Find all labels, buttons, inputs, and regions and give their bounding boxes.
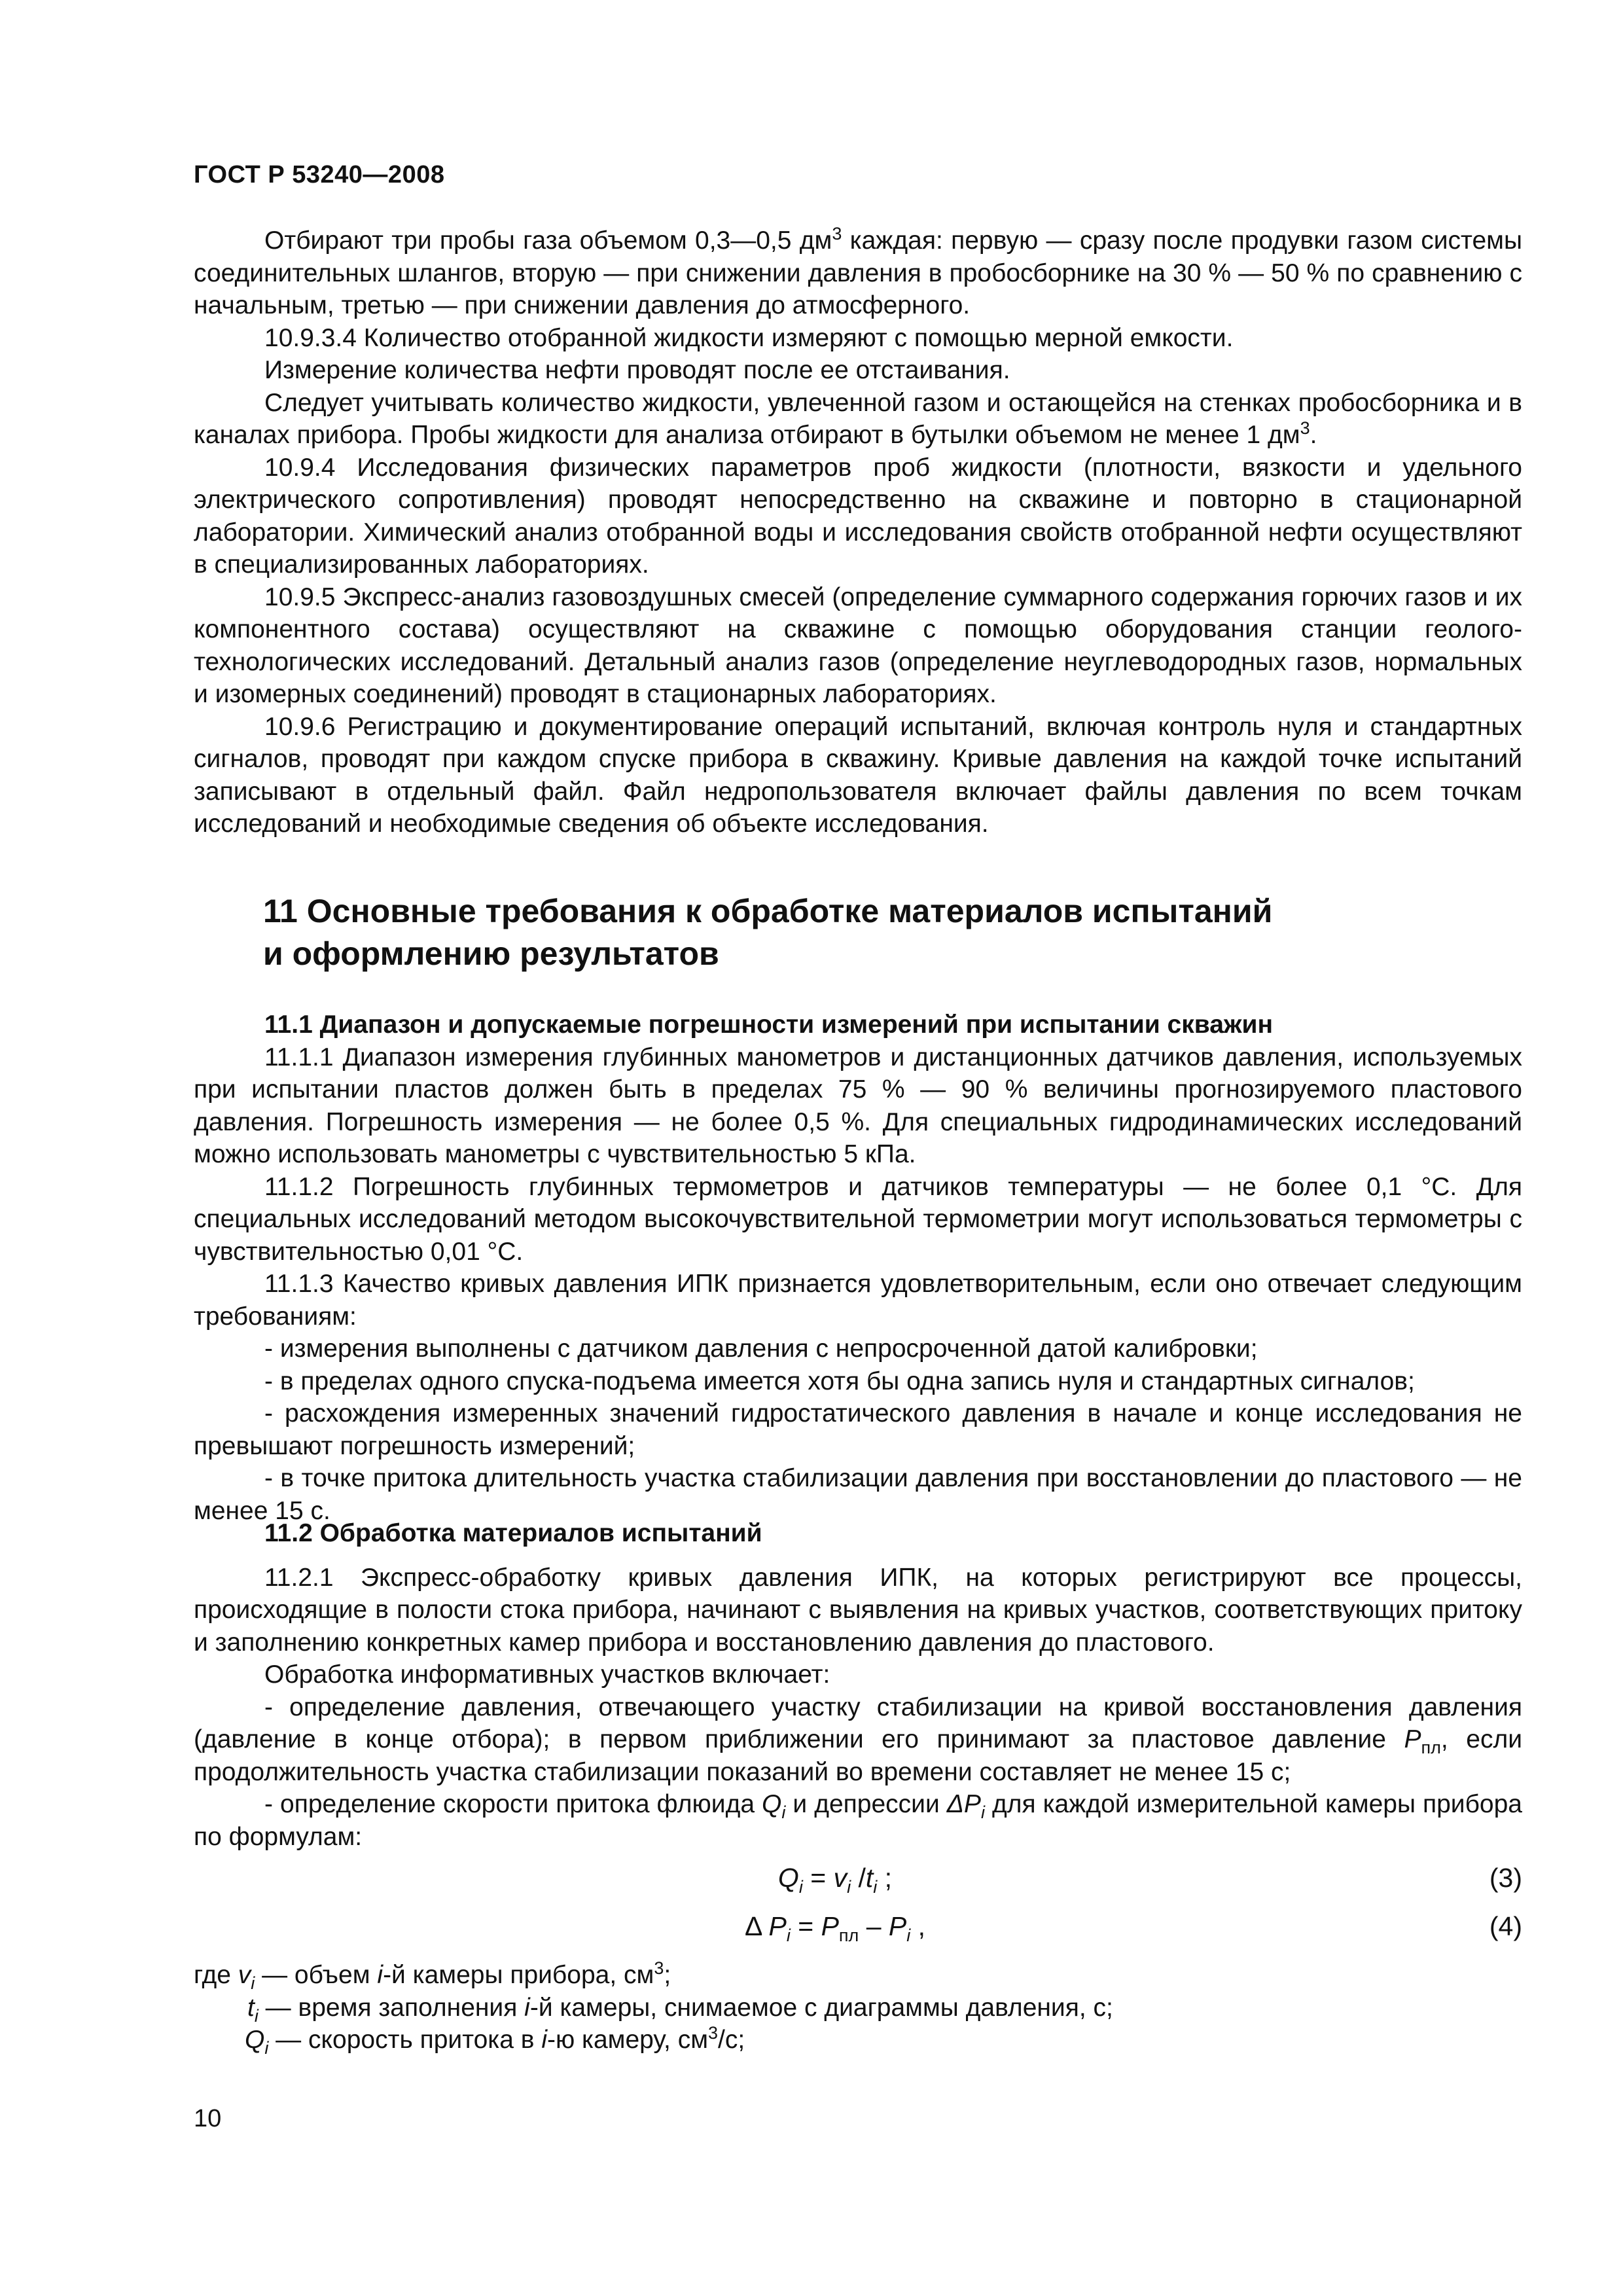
text: — объем [255,1961,378,1989]
operator: = [802,1863,834,1893]
paragraph-liquid-accounting [194,387,1522,452]
text: . [1310,421,1317,449]
paragraph-informative-sections: Обработка информативных участков включает: [264,1660,830,1689]
punctuation: ; [877,1863,893,1893]
subscript: i [798,1877,803,1897]
subscript: i [251,1973,255,1993]
where-line-2 [194,1992,1522,2024]
symbol: v [833,1863,847,1893]
symbol: Q [777,1863,799,1893]
paragraph-11-1-1: 11.1.1 Диапазон измерения глубинных манометров и дистанционных датчиков давления, используемых при испытании пластов должен быть в пределах 75 % — 90 % величины прогнозируемого пластового давления. Погрешность измерения — не более 0,5 %. Для специальных гидродинамических исследований можно использовать манометры с чувствительностью 5 кПа. [194,1043,1522,1168]
symbol: i [541,2026,547,2054]
subscript: i [873,1877,878,1897]
superscript: 3 [654,1958,664,1978]
text: каждая: первую — сразу после продувки газом системы соединительных шлангов, вторую — при снижении давления в пробосборнике на 30 % — 50 % по сравнению с начальным, третью — при снижении давления до атмосферного. [194,226,1522,319]
formula-3-number: (3) [1489,1863,1522,1893]
text: , если продолжительность участка стабилизации показаний во времени составляет не менее 15 с; [194,1725,1522,1786]
paragraph-10-9-5: 10.9.5 Экспресс-анализ газовоздушных смесей (определение суммарного содержания горючих газов и их компонентного состава) осуществляют на скважине с помощью оборудования станции геолого-технологических исследований. Детальный анализ газов (определение неуглеводородных газов, нормальных и изомерных соединений) проводят в стационарных лабораториях. [194,583,1522,708]
text: - определение скорости притока флюида [264,1790,762,1818]
section-11-title-line-2: и оформлению результатов [263,935,719,972]
subscript: i [264,2038,269,2058]
section-10-9-block [194,224,1522,840]
symbol: v [238,1961,251,1989]
formula-4 [194,1901,1522,1959]
list-item [194,1691,1522,1789]
document-header: ГОСТ Р 53240—2008 [194,161,445,188]
symbol: Q [245,2026,265,2054]
list-item: - расхождения измеренных значений гидростатического давления в начале и конце исследования не превышают погрешность измерений; [194,1399,1522,1460]
operator: = [790,1911,821,1941]
subscript: i [781,1803,786,1822]
subsection-11-1 [194,1009,1522,1527]
subscript: i [786,1926,791,1945]
subscript: i [847,1877,851,1897]
subscript: i [906,1926,911,1945]
text: -ю камеру, см [546,2026,709,2054]
operator: / [851,1863,866,1893]
subsection-11-2 [194,1517,1522,2056]
where-line-1 [194,1959,1522,1992]
section-11-title [263,890,1272,975]
text: /с; [718,2026,745,2054]
symbol: P [768,1911,787,1941]
text: где [194,1961,238,1989]
superscript: 3 [832,224,842,243]
symbol: i [524,1993,530,2022]
text: для каждой измерительной камеры прибора по формулам: [194,1790,1523,1851]
text: Отбирают три пробы газа объемом 0,3—0,5 дм [264,226,832,255]
subsection-11-1-title: 11.1 Диапазон и допускаемые погрешности измерений при испытании скважин [264,1011,1274,1039]
subscript: i [254,2005,259,2026]
formula-3-expression [194,1862,1476,1895]
paragraph-11-1-3: 11.1.3 Качество кривых давления ИПК признается удовлетворительным, если оно отвечает следующим требованиям: [194,1270,1522,1331]
formula-4-number: (4) [1489,1911,1522,1941]
superscript: 3 [708,2023,719,2043]
superscript: 3 [1300,418,1310,438]
operator: Δ [744,1911,769,1941]
paragraph-oil-measurement: Измерение количества нефти проводят после ее отстаивания. [264,356,1010,384]
text: Следует учитывать количество жидкости, увлеченной газом и остающейся на стенках пробосборника и в каналах прибора. Пробы жидкости для анализа отбирают в бутылки объемом не менее 1 дм [194,388,1522,449]
list-item: - в точке притока длительность участка стабилизации давления при восстановлении до пластового — не менее 15 с. [194,1464,1522,1525]
text: ; [664,1961,671,1989]
symbol-q: Q [762,1790,782,1818]
text: -й камеры, снимаемое с диаграммы давления, с; [529,1993,1113,2022]
text: — время заполнения [258,1993,525,2022]
punctuation: , [910,1911,926,1941]
list-item: - измерения выполнены с датчиком давления с непросроченной датой калибровки; [264,1335,1258,1363]
page-number: 10 [194,2105,222,2132]
symbol-delta-p: ΔP [946,1790,981,1818]
symbol: t [865,1863,874,1893]
paragraph-11-1-2: 11.1.2 Погрешность глубинных термометров и датчиков температуры — не более 0,1 °С. Для специальных исследований методом высокочувствительной термометрии могут использоваться термометры с чувствительностью 0,01 °С. [194,1172,1522,1266]
symbol-p: P [1404,1725,1421,1753]
section-11-title-line-1: 11 Основные требования к обработке материалов испытаний [263,893,1273,929]
symbol: P [821,1911,839,1941]
subscript: пл [1421,1738,1441,1757]
where-line-3 [194,2024,1522,2056]
paragraph-10-9-4: 10.9.4 Исследования физических параметров проб жидкости (плотности, вязкости и удельного электрического сопротивления) проводят непосредственно на скважине и повторно в стационарной лаборатории. Химический анализ отобранной воды и исследования свойств отобранной нефти осуществляют в специализированных лабораториях. [194,453,1522,579]
subscript: пл [838,1926,859,1945]
paragraph-10-9-6: 10.9.6 Регистрацию и документирование операций испытаний, включая контроль нуля и стандартных сигналов, проводят при каждом спуске прибора в скважину. Кривые давления на каждой точке испытаний записывают в отдельный файл. Файл недропользователя включает файлы давления по всем точкам исследований и необходимые сведения об объекте исследования. [194,712,1522,838]
text: -й камеры прибора, см [383,1961,654,1989]
text: — скорость притока в [268,2026,542,2054]
list-item: - в пределах одного спуска-подъема имеется хотя бы одна запись нуля и стандартных сигналов; [264,1367,1415,1395]
formula-4-expression [194,1910,1476,1943]
list-item [194,1788,1522,1853]
symbol: i [377,1961,383,1989]
paragraph-gas-samples [194,224,1522,322]
text: и депрессии [785,1790,947,1818]
subscript: i [980,1803,985,1822]
symbol: t [247,1993,255,2022]
subsection-11-2-title: 11.2 Обработка материалов испытаний [264,1519,762,1547]
text: - определение давления, отвечающего участку стабилизации на кривой восстановления давления (давление в конце отбора); в первом приближении его принимают за пластовое давление [194,1693,1522,1753]
paragraph-10-9-3-4: 10.9.3.4 Количество отобранной жидкости измеряют с помощью мерной емкости. [264,323,1234,352]
symbol: P [888,1911,907,1941]
paragraph-11-2-1: 11.2.1 Экспресс-обработку кривых давления ИПК, на которых регистрируют все процессы, происходящие в полости стока прибора, начинают с выявления на кривых участков, соответствующих притоку и заполнению конкретных камер прибора и восстановлению давления до пластового. [194,1563,1522,1657]
operator: – [859,1911,889,1941]
